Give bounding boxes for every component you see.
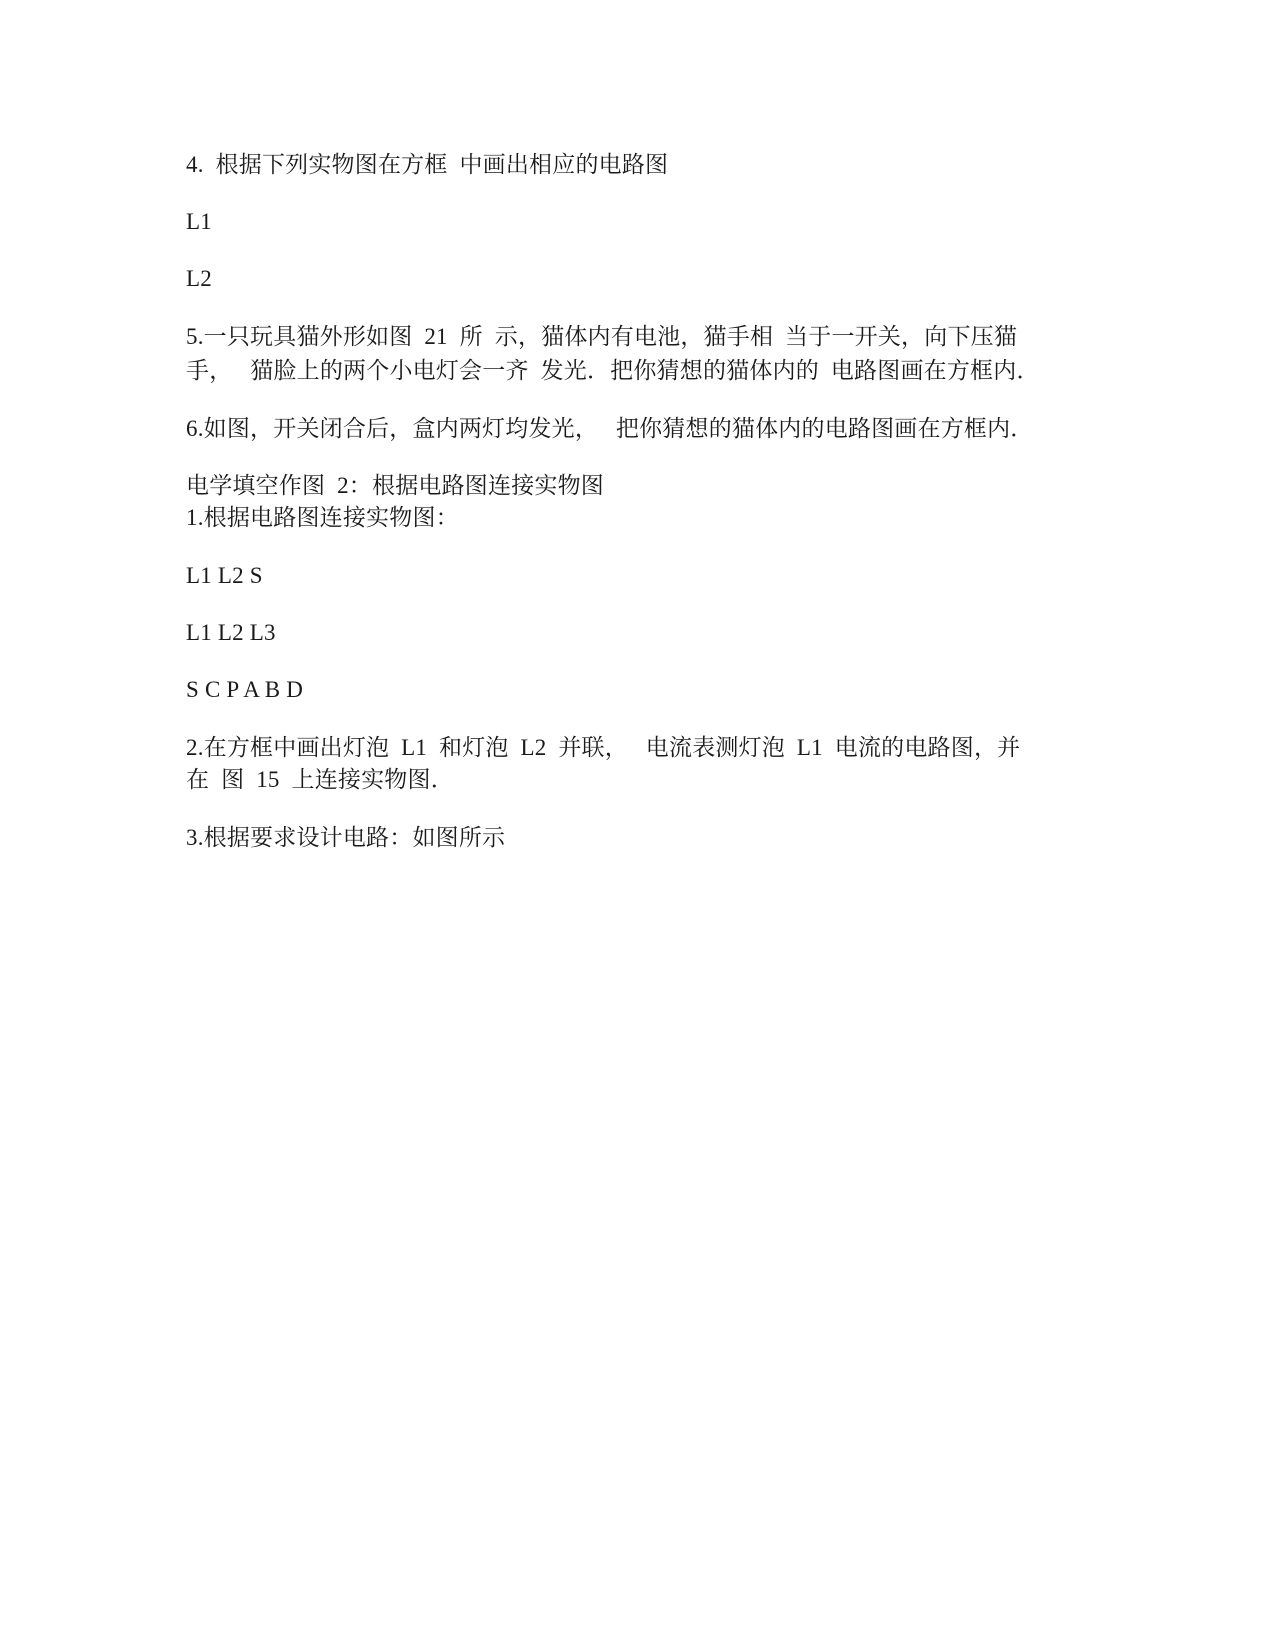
question-6-text: 6.如图，开关闭合后，盒内两灯均发光， 把你猜想的猫体内的电路图画在方框内． <box>186 416 1034 441</box>
question-5-text-line-2: 手， 猫脸上的两个小电灯会一齐 发光．把你猜想的猫体内的 电路图画在方框内． <box>186 358 1040 383</box>
section-question-2-line-1: 2.在方框中画出灯泡 L1 和灯泡 L2 并联， 电流表测灯泡 L1 电流的电路图，并 <box>186 735 1021 760</box>
component-labels-2: L1 L2 L3 <box>186 620 276 645</box>
section-question-1: 1.根据电路图连接实物图： <box>186 505 459 530</box>
label-l2: L2 <box>186 266 212 291</box>
question-5-text-line-1: 5.一只玩具猫外形如图 21 所 示，猫体内有电池，猫手相 当于一开关，向下压猫 <box>186 324 1018 349</box>
component-labels-3: S C P A B D <box>186 677 304 702</box>
section-question-3: 3.根据要求设计电路：如图所示 <box>186 825 506 850</box>
section-heading: 电学填空作图 2：根据电路图连接实物图 <box>186 473 604 498</box>
question-4-text: 4. 根据下列实物图在方框 中画出相应的电路图 <box>186 152 669 177</box>
component-labels-1: L1 L2 S <box>186 563 263 588</box>
section-question-2-line-2: 在 图 15 上连接实物图． <box>186 767 454 792</box>
label-l1: L1 <box>186 209 212 234</box>
